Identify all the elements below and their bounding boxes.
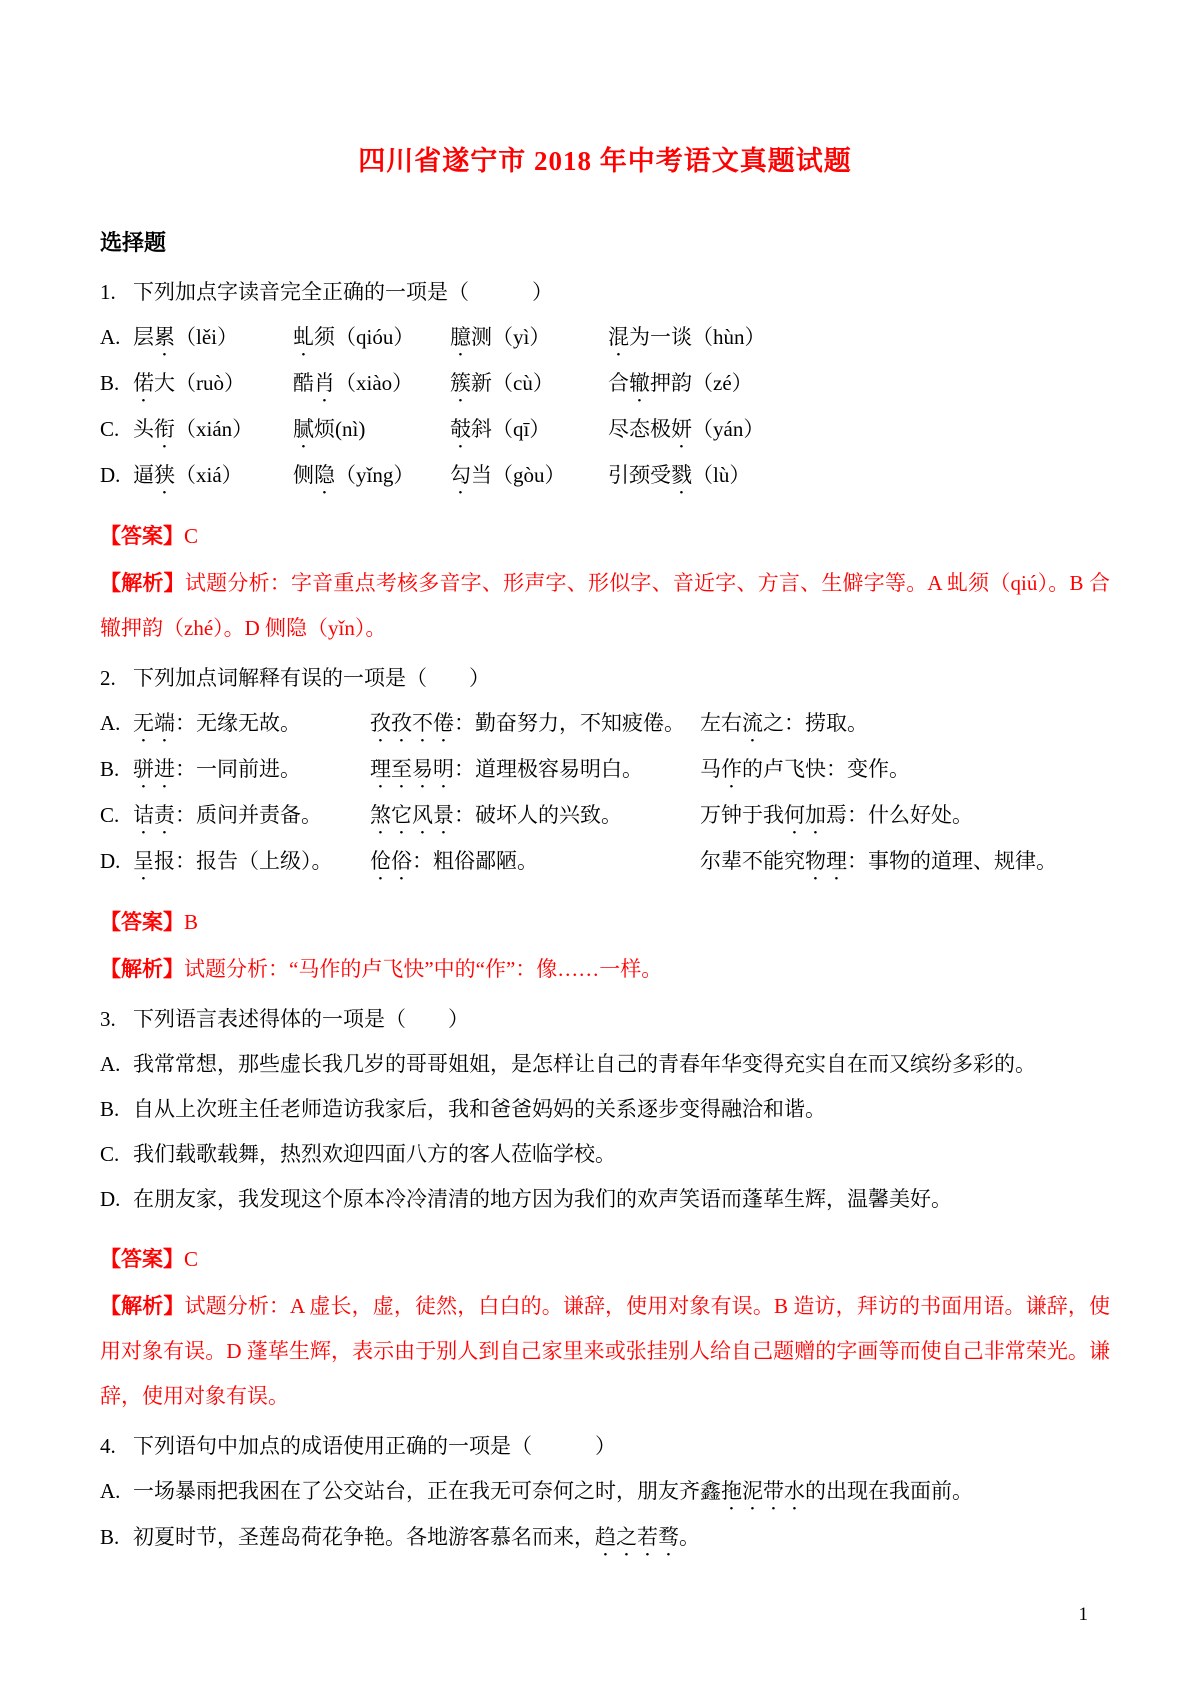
option-term: 孜孜不倦：勤奋努力，不知疲倦。: [370, 711, 685, 735]
question-number: 2.: [100, 666, 116, 690]
option-label: D.: [100, 849, 121, 873]
option-term: 臆测（yì）: [450, 325, 551, 349]
option-label: C.: [100, 803, 120, 827]
analysis-text: 试题分析：A 虚长，虚，徒然，白白的。谦辞，使用对象有误。B 造访，拜访的书面用语。谦辞，使用对象有误。D 蓬荜生辉，表示由于别人到自己家里来或张挂别人给自己题赠的字画等而使自己非常荣光。谦辞，使用对象有误。: [100, 1294, 1110, 1408]
question-3-stem: [100, 997, 1110, 1042]
option-term: 侧隐（yǐng）: [293, 463, 415, 487]
question-stem-text: 下列加点字读音完全正确的一项是（ ）: [133, 280, 553, 304]
page-title: 四川省遂宁市 2018 年中考语文真题试题: [358, 146, 852, 176]
analysis-tag: 【解析】: [100, 571, 185, 595]
page-number: 1: [1078, 1604, 1088, 1625]
option-label: C.: [100, 1142, 120, 1166]
question-2-option-a: [100, 701, 1110, 747]
question-3-option-b: [100, 1087, 1110, 1132]
answer-value: C: [184, 1247, 199, 1271]
question-4-option-b: [100, 1515, 1110, 1561]
question-4-stem: [100, 1424, 1110, 1469]
option-label: D.: [100, 463, 121, 487]
question-3-option-a: [100, 1042, 1110, 1087]
question-1: [100, 270, 1110, 651]
analysis-text: 试题分析：字音重点考核多音字、形声字、形似字、音近字、方言、生僻字等。A 虬须（qiú）。B 合辙押韵（zhé）。D 侧隐（yǐn）。: [100, 571, 1110, 640]
option-term: 簇新（cù）: [450, 371, 554, 395]
option-term: 勾当（gòu）: [450, 463, 566, 487]
option-term: 左右流之：捞取。: [700, 711, 868, 735]
option-term: 偌大（ruò）: [133, 371, 245, 395]
option-text: 我常常想，那些虚长我几岁的哥哥姐姐，是怎样让自己的青春年华变得充实自在而又缤纷多彩的。: [133, 1052, 1036, 1076]
option-term: 煞它风景：破坏人的兴致。: [370, 803, 622, 827]
option-label: B.: [100, 757, 120, 781]
option-term: 伧俗：粗俗鄙陋。: [370, 849, 538, 873]
question-3-analysis: [100, 1284, 1110, 1419]
question-1-stem: [100, 270, 1110, 315]
question-stem-text: 下列语句中加点的成语使用正确的一项是（ ）: [133, 1434, 616, 1458]
option-label: A.: [100, 711, 121, 735]
question-2-option-c: [100, 793, 1110, 839]
option-label: A.: [100, 1479, 121, 1503]
option-term: 无端：无缘无故。: [133, 711, 301, 735]
question-number: 4.: [100, 1434, 116, 1458]
question-3-option-c: [100, 1132, 1110, 1177]
question-1-option-d: [100, 453, 1110, 499]
question-1-analysis: [100, 561, 1110, 651]
question-4-option-a: [100, 1469, 1110, 1515]
option-term: 合辙押韵（zé）: [608, 371, 753, 395]
option-term: 腻烦(nì): [293, 417, 366, 441]
option-label: B.: [100, 371, 120, 395]
question-3-option-d: [100, 1177, 1110, 1222]
answer-value: C: [184, 524, 199, 548]
question-2: [100, 656, 1110, 992]
question-1-option-b: [100, 361, 1110, 407]
question-1-option-a: [100, 315, 1110, 361]
option-term: 马作的卢飞快：变作。: [700, 757, 910, 781]
question-4: [100, 1424, 1110, 1561]
answer-tag: 【答案】: [100, 524, 184, 548]
question-stem-text: 下列加点词解释有误的一项是（ ）: [133, 666, 490, 690]
option-term: 理至易明：道理极容易明白。: [370, 757, 643, 781]
option-text: 初夏时节，圣莲岛荷花争艳。各地游客慕名而来，趋之若骛。: [133, 1525, 700, 1549]
option-label: B.: [100, 1525, 120, 1549]
question-3: [100, 997, 1110, 1419]
option-text: 一场暴雨把我困在了公交站台，正在我无可奈何之时，朋友齐鑫拖泥带水的出现在我面前。: [133, 1479, 973, 1503]
analysis-text: 试题分析：“马作的卢飞快”中的“作”：像……一样。: [184, 957, 663, 981]
option-term: 层累（lěi）: [133, 325, 238, 349]
option-label: D.: [100, 1187, 121, 1211]
analysis-tag: 【解析】: [100, 957, 184, 981]
option-term: 诘责：质问并责备。: [133, 803, 322, 827]
option-term: 混为一谈（hùn）: [608, 325, 766, 349]
option-term: 骈进：一同前进。: [133, 757, 301, 781]
answer-tag: 【答案】: [100, 910, 184, 934]
question-2-answer: [100, 900, 1110, 945]
option-label: B.: [100, 1097, 120, 1121]
option-label: C.: [100, 417, 120, 441]
question-1-option-c: [100, 407, 1110, 453]
question-2-option-b: [100, 747, 1110, 793]
question-1-answer: [100, 514, 1110, 559]
option-label: A.: [100, 325, 121, 349]
option-term: 呈报：报告（上级）。: [133, 849, 333, 873]
analysis-tag: 【解析】: [100, 1294, 185, 1318]
option-term: 尽态极妍（yán）: [608, 417, 765, 441]
question-2-option-d: [100, 839, 1110, 885]
option-text: 在朋友家，我发现这个原本冷冷清清的地方因为我们的欢声笑语而蓬荜生辉，温馨美好。: [133, 1187, 952, 1211]
option-term: 逼狭（xiá）: [133, 463, 243, 487]
question-2-analysis: [100, 947, 1110, 992]
answer-tag: 【答案】: [100, 1247, 184, 1271]
option-term: 万钟于我何加焉：什么好处。: [700, 803, 973, 827]
option-label: A.: [100, 1052, 121, 1076]
option-term: 虬须（qióu）: [293, 325, 415, 349]
answer-value: B: [184, 910, 199, 934]
question-number: 3.: [100, 1007, 116, 1031]
question-number: 1.: [100, 280, 116, 304]
option-term: 引颈受戮（lù）: [608, 463, 751, 487]
option-term: 尔辈不能究物理：事物的道理、规律。: [700, 849, 1057, 873]
option-text: 我们载歌载舞，热烈欢迎四面八方的客人莅临学校。: [133, 1142, 616, 1166]
question-2-stem: [100, 656, 1110, 701]
option-term: 攲斜（qī）: [450, 417, 551, 441]
option-term: 酷肖（xiào）: [293, 371, 414, 395]
question-3-answer: [100, 1237, 1110, 1282]
option-term: 头衔（xián）: [133, 417, 254, 441]
option-text: 自从上次班主任老师造访我家后，我和爸爸妈妈的关系逐步变得融洽和谐。: [133, 1097, 826, 1121]
section-heading: 选择题: [100, 230, 167, 255]
question-stem-text: 下列语言表述得体的一项是（ ）: [133, 1007, 469, 1031]
